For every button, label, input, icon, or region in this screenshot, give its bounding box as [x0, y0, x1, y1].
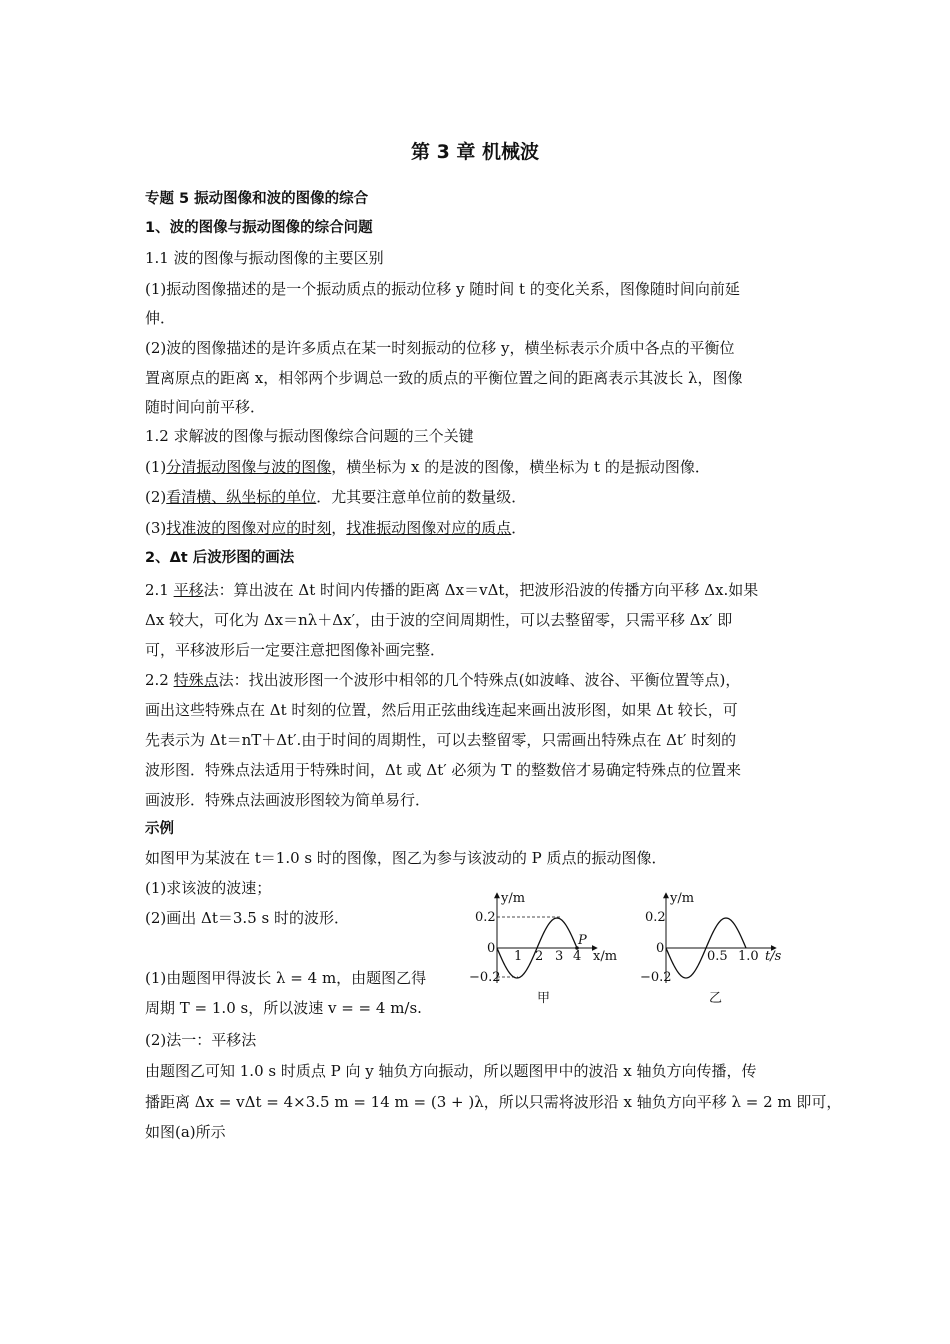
method-2-text: 法：找出波形图一个波形中相邻的几个特殊点(如波峰、波谷、平衡位置等点)，	[218, 671, 741, 689]
jia-y-tick-zero: 0	[487, 941, 496, 956]
topic-title: 专题 5 振动图像和波的图像的综合	[145, 191, 369, 207]
method-1-line-2: Δx 较大，可化为 Δx＝nλ＋Δx′，由于波的空间周期性，可以去整留零，只需平移 Δx′ 即	[145, 611, 733, 629]
paragraph-1-line-2: 伸．	[145, 309, 176, 327]
wave-graph-jia	[465, 888, 625, 1008]
chapter-title: 第 3 章 机械波	[410, 141, 540, 163]
jia-point-p-label: P	[578, 933, 587, 948]
method-1-name: 平移	[173, 581, 204, 599]
key-point-2-prefix: (2)	[145, 488, 167, 506]
answer-1-line-1: (1)由题图甲得波长 λ = 4 m，由题图乙得	[145, 969, 427, 987]
section-1-heading: 1、波的图像与振动图像的综合问题	[145, 220, 373, 236]
yi-x-tick-0-5: 0.5	[707, 949, 728, 964]
question-2: (2)画出 Δt＝3.5 s 时的波形．	[145, 909, 349, 927]
method-2-line-5: 画波形．特殊点法画波形图较为简单易行．	[145, 791, 431, 809]
method-2-line-4: 波形图．特殊点法适用于特殊时间，Δt 或 Δt′ 必须为 T 的整数倍才易确定特殊点的位置来	[145, 761, 741, 779]
yi-x-tick-1-0: 1.0	[738, 949, 759, 964]
key-point-1-text: ，横坐标为 x 的是波的图像，横坐标为 t 的是振动图像．	[331, 458, 710, 476]
answer-2-line-3: 播距离 Δx = vΔt = 4×3.5 m = 14 m = (3 + )λ，所以只需将波形沿 x 轴负方向平移 λ = 2 m 即可，	[145, 1093, 842, 1111]
example-heading: 示例	[145, 821, 174, 837]
method-2-number: 2.2	[145, 671, 174, 689]
jia-x-tick-1: 1	[514, 949, 523, 964]
yi-caption: 乙	[709, 991, 723, 1006]
section-1-1-heading: 1.1 波的图像与振动图像的主要区别	[145, 249, 384, 267]
jia-y-tick-pos: 0.2	[475, 910, 496, 925]
method-1-number: 2.1	[145, 581, 174, 599]
yi-y-tick-pos: 0.2	[645, 910, 666, 925]
example-statement: 如图甲为某波在 t＝1.0 s 时的图像，图乙为参与该波动的 P 质点的振动图像．	[145, 849, 667, 867]
method-1-text: 法：算出波在 Δt 时间内传播的距离 Δx＝vΔt，把波形沿波的传播方向平移 Δx.如果	[203, 581, 759, 599]
answer-2-line-1: (2)法一：平移法	[145, 1031, 257, 1049]
yi-y-label: y/m	[670, 891, 695, 906]
key-point-3-underlined-b: 找准振动图像对应的质点	[346, 519, 512, 537]
method-2-line-3: 先表示为 Δt＝nT＋Δt′.由于时间的周期性，可以去整留零，只需画出特殊点在 Δt′ 时刻的	[145, 731, 737, 749]
key-point-1-underlined: 分清振动图像与波的图像	[166, 458, 332, 476]
yi-y-tick-zero: 0	[656, 941, 665, 956]
jia-caption: 甲	[537, 991, 551, 1006]
paragraph-2-line-2: 置离原点的距离 x，相邻两个步调总一致的质点的平衡位置之间的距离表示其波长 λ，图像	[145, 369, 743, 387]
paragraph-2-line-1: (2)波的图像描述的是许多质点在某一时刻振动的位移 y，横坐标表示介质中各点的平衡位	[145, 339, 735, 357]
jia-y-label: y/m	[501, 891, 526, 906]
method-2-name: 特殊点	[173, 671, 219, 689]
paragraph-1-line-1: (1)振动图像描述的是一个振动质点的振动位移 y 随时间 t 的变化关系，图像随时间向前延	[145, 280, 740, 298]
method-1-line-3: 可，平移波形后一定要注意把图像补画完整．	[145, 641, 446, 659]
key-point-3-separator: ，	[331, 519, 347, 537]
jia-x-tick-2: 2	[535, 949, 544, 964]
jia-x-tick-4: 4	[573, 949, 582, 964]
key-point-3-end: ．	[511, 519, 527, 537]
section-1-2-heading: 1.2 求解波的图像与振动图像综合问题的三个关键	[145, 427, 474, 445]
yi-y-tick-neg: −0.2	[640, 970, 672, 985]
method-1-line-1	[145, 580, 758, 600]
key-point-3-prefix: (3)	[145, 519, 167, 537]
key-point-2-text: ．尤其要注意单位前的数量级．	[316, 488, 527, 506]
jia-y-tick-neg: −0.2	[469, 970, 501, 985]
key-point-3-underlined-a: 找准波的图像对应的时刻	[166, 519, 332, 537]
key-point-3	[145, 518, 526, 538]
key-point-2-underlined: 看清横、纵坐标的单位	[166, 488, 317, 506]
method-2-line-1	[145, 670, 740, 690]
key-point-1	[145, 457, 710, 477]
yi-x-label: t/s	[765, 949, 782, 964]
jia-x-tick-3: 3	[555, 949, 564, 964]
answer-2-line-2: 由题图乙可知 1.0 s 时质点 P 向 y 轴负方向振动，所以题图甲中的波沿 x 轴负方向传播，传	[145, 1062, 757, 1080]
question-1: (1)求该波的波速；	[145, 879, 272, 897]
jia-x-label: x/m	[593, 949, 618, 964]
section-2-heading: 2、Δt 后波形图的画法	[145, 550, 295, 566]
key-point-1-prefix: (1)	[145, 458, 167, 476]
paragraph-2-line-3: 随时间向前平移．	[145, 398, 266, 416]
vibration-graph-yi	[638, 888, 788, 1008]
answer-2-line-4: 如图(a)所示	[145, 1123, 226, 1141]
method-2-line-2: 画出这些特殊点在 Δt 时刻的位置，然后用正弦曲线连起来画出波形图，如果 Δt 较长，可	[145, 701, 738, 719]
key-point-2	[145, 487, 526, 507]
answer-1-line-2: 周期 T = 1.0 s，所以波速 v = = 4 m/s.	[145, 999, 422, 1017]
